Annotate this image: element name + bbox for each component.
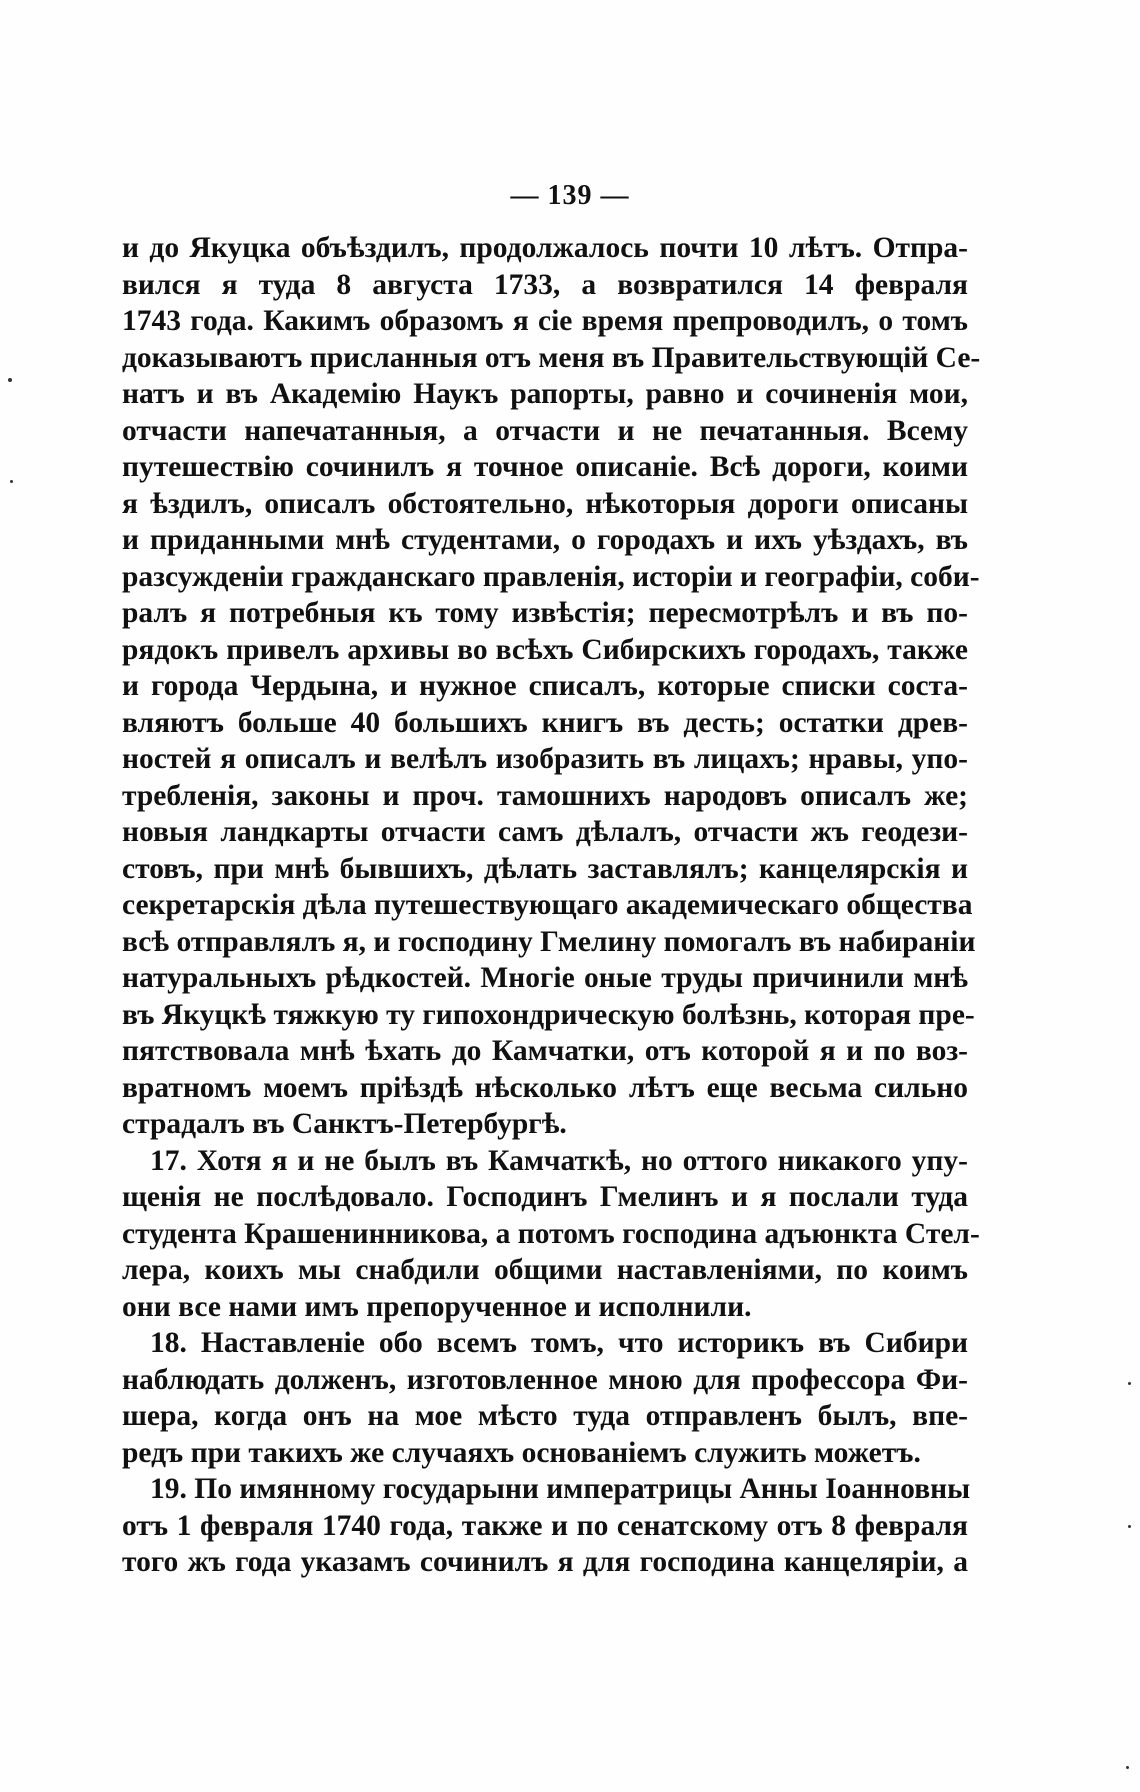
text-line: требленія, законы и проч. тамошнихъ народовъ описалъ же;	[122, 779, 968, 812]
text-line: шера, когда онъ на мое мѣсто туда отправленъ былъ, впе-	[122, 1400, 968, 1432]
text-line: студента Крашенинникова, а потомъ господина адъюнкта Стел-	[122, 1217, 980, 1250]
text-line: и города Чердына, и нужное списалъ, которые списки соста-	[122, 670, 968, 702]
text-line: 19. По имянному государыни императрицы Анны Іоанновны	[150, 1473, 971, 1505]
text-line: натуральныхъ рѣдкостей. Многіе оные труды причинили мнѣ	[122, 962, 968, 994]
text-line: лера, коихъ мы снабдили общими наставленіями, по коимъ	[122, 1254, 968, 1286]
text-line: натъ и въ Академію Наукъ рапорты, равно и сочиненія мои,	[122, 378, 968, 410]
text-line: рядокъ привелъ архивы во всѣхъ Сибирскихъ городахъ, также	[122, 633, 968, 666]
text-line: редъ при такихъ же случаяхъ основаніемъ служить можетъ.	[122, 1436, 921, 1469]
text-line: щенія не послѣдовало. Господинъ Гмелинъ и я послали туда	[122, 1181, 968, 1213]
text-line: страдалъ въ Санктъ-Петербургѣ.	[122, 1108, 567, 1140]
text-line: путешествію сочинилъ я точное описаніе. Всѣ дороги, коими	[122, 451, 968, 483]
scan-speck	[1128, 1525, 1131, 1528]
text-line: они все нами имъ препорученное и исполнили.	[122, 1290, 752, 1323]
scan-speck	[10, 480, 13, 483]
scan-speck	[1126, 1766, 1129, 1769]
text-line: ралъ я потребныя къ тому извѣстія; пересмотрѣлъ и въ по-	[122, 597, 968, 629]
text-line: ностей я описалъ и велѣлъ изобразить въ лицахъ; нравы, упо-	[122, 743, 968, 775]
text-line: того жъ года указамъ сочинилъ я для господина канцеляріи, а	[122, 1546, 968, 1578]
text-line: 17. Хотя я и не былъ въ Камчаткѣ, но оттого никакого упу-	[150, 1144, 968, 1177]
text-line: 1743 года. Какимъ образомъ я сіе время препроводилъ, о томъ	[122, 305, 968, 337]
text-line: стовъ, при мнѣ бывшихъ, дѣлать заставлялъ; канцелярскія и	[122, 852, 968, 885]
text-line: пятствовала мнѣ ѣхать до Камчатки, отъ которой я и по воз-	[122, 1035, 968, 1067]
text-line: я ѣздилъ, описалъ обстоятельно, нѣкоторыя дороги описаны	[122, 487, 968, 520]
text-line: новыя ландкарты отчасти самъ дѣлалъ, отчасти жъ геодези-	[122, 816, 968, 848]
text-line: и до Якуцка объѣздилъ, продолжалось почти 10 лѣтъ. Отпра-	[122, 232, 968, 264]
text-line: вратномъ моемъ пріѣздѣ нѣсколько лѣтъ еще весьма сильно	[122, 1071, 968, 1104]
body-text	[122, 230, 981, 1581]
text-line: вился я туда 8 августа 1733, а возвратился 14 февраля	[122, 268, 968, 301]
text-line: 18. Наставленіе обо всемъ томъ, что историкъ въ Сибири	[150, 1327, 968, 1359]
text-line: доказываютъ присланныя отъ меня въ Правительствующій Се-	[122, 341, 981, 374]
text-line: отчасти напечатанныя, а отчасти и не печатанныя. Всему	[122, 414, 968, 447]
text-line: всѣ отправлялъ я, и господину Гмелину помогалъ въ набираніи	[122, 925, 976, 958]
text-line: въ Якуцкѣ тяжкую ту гипохондрическую болѣзнь, которая пре-	[122, 998, 975, 1031]
text-line: отъ 1 февраля 1740 года, также и по сенатскому отъ 8 февраля	[122, 1509, 968, 1542]
page-number: — 139 —	[510, 180, 630, 211]
text-line: и приданными мнѣ студентами, о городахъ и ихъ уѣздахъ, въ	[122, 524, 968, 556]
scan-speck	[8, 378, 12, 382]
text-line: секретарскія дѣла путешествующаго академическаго общества	[122, 889, 973, 921]
text-line: вляютъ больше 40 большихъ книгъ въ десть; остатки древ-	[122, 706, 968, 739]
text-line: наблюдать долженъ, изготовленное мною для профессора Фи-	[122, 1363, 968, 1396]
text-line: разсужденіи гражданскаго правленія, исторіи и географіи, соби-	[122, 560, 980, 593]
scan-speck	[1128, 1382, 1131, 1385]
